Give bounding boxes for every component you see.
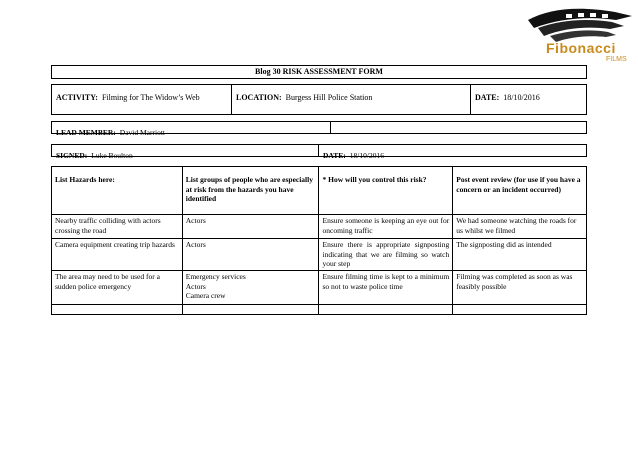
control-cell xyxy=(319,305,453,315)
lead-member-cell xyxy=(51,121,331,137)
activity-cell xyxy=(51,84,232,115)
table-row xyxy=(52,305,587,315)
signed-date-cell xyxy=(318,144,587,160)
hazard-cell: Camera equipment creating trip hazards xyxy=(52,239,183,271)
activity-value: Filming for The Widow’s Web xyxy=(101,93,200,102)
company-logo xyxy=(520,2,638,70)
lead-member-label: LEAD MEMBER: xyxy=(56,128,116,137)
date-value: 18/10/2016 xyxy=(503,93,540,102)
signed-label: SIGNED: xyxy=(56,151,88,160)
hazards-table xyxy=(51,166,587,315)
hazards-header-row xyxy=(52,167,587,215)
control-cell: Ensure someone is keeping an eye out for oncoming traffic xyxy=(319,215,453,239)
table-row xyxy=(52,271,587,305)
signed-value: Luke Boulton xyxy=(91,151,133,160)
location-cell xyxy=(231,84,471,115)
location-label: LOCATION: xyxy=(236,93,282,102)
groups-cell: Actors xyxy=(182,239,319,271)
signed-cell xyxy=(51,144,319,160)
control-cell: Ensure filming time is kept to a minimum so not to waste police time xyxy=(319,271,453,305)
location-value: Burgess Hill Police Station xyxy=(285,93,373,102)
hazard-cell: Nearby traffic colliding with actors crossing the road xyxy=(52,215,183,239)
header-post-event-review: Post event review (for use if you have a concern or an incident occurred) xyxy=(453,167,587,215)
table-row xyxy=(52,215,587,239)
header-groups-at-risk: List groups of people who are especially at risk from the hazards you have identified xyxy=(182,167,319,215)
date-label: DATE: xyxy=(475,93,500,102)
groups-cell: Actors xyxy=(182,215,319,239)
groups-cell: Emergency services Actors Camera crew xyxy=(182,271,319,305)
review-cell: Filming was completed as soon as was feasibly possible xyxy=(453,271,587,305)
logo-brand: Fibonacci xyxy=(546,40,616,56)
review-cell: The signposting did as intended xyxy=(453,239,587,271)
table-row xyxy=(52,239,587,271)
control-cell: Ensure there is appropriate signposting indicating that we are filming so watch your step xyxy=(319,239,453,271)
review-cell: We had someone watching the roads for us whilst we filmed xyxy=(453,215,587,239)
lead-member-empty-cell xyxy=(330,121,587,134)
logo-sub: FILMS xyxy=(606,56,627,63)
hazard-cell xyxy=(52,305,183,315)
header-hazards: List Hazards here: xyxy=(52,167,183,215)
review-cell xyxy=(453,305,587,315)
groups-cell xyxy=(182,305,319,315)
signed-date-value: 18/10/2016 xyxy=(349,151,384,160)
activity-label: ACTIVITY: xyxy=(56,93,98,102)
form-title: Blog 30 RISK ASSESSMENT FORM xyxy=(255,67,383,76)
header-control: * How will you control this risk? xyxy=(319,167,453,215)
hazard-cell: The area may need to be used for a sudden police emergency xyxy=(52,271,183,305)
signed-date-label: DATE: xyxy=(323,151,346,160)
lead-member-value: David Marriott xyxy=(119,128,165,137)
form-title-box xyxy=(51,65,587,79)
date-cell xyxy=(470,84,587,115)
